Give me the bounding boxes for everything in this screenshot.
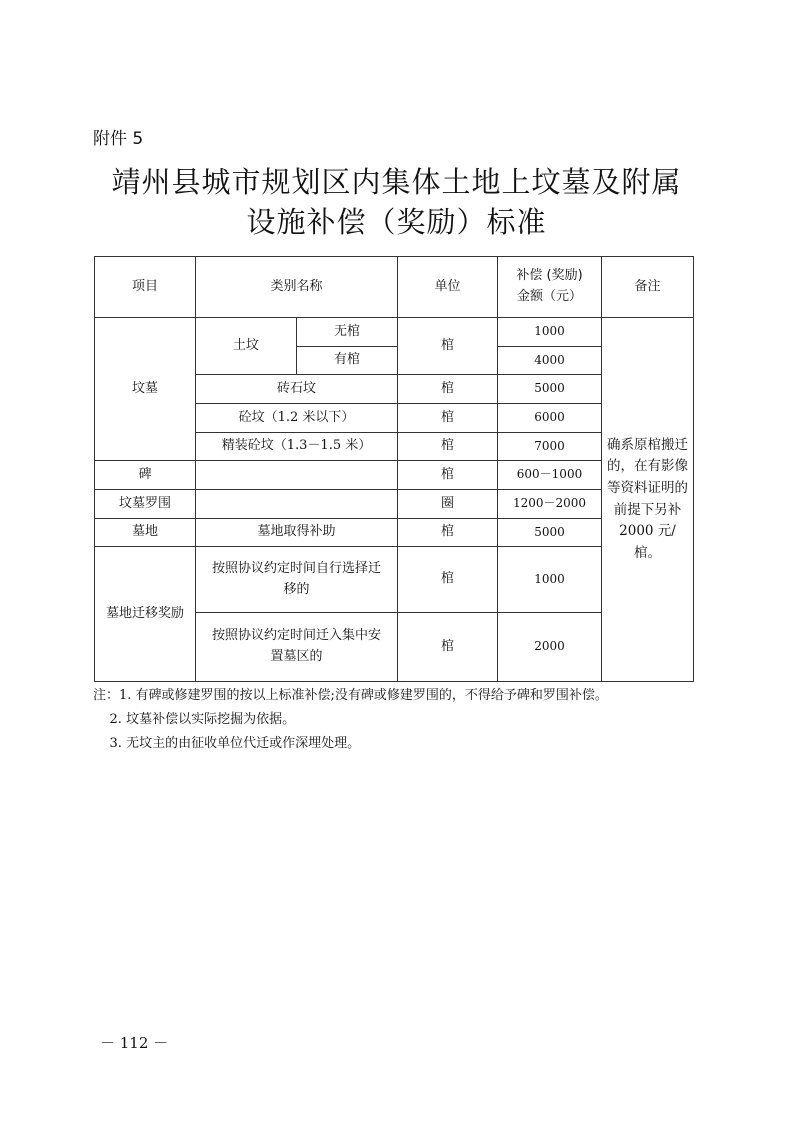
with-coffin-cell: 有棺 (297, 347, 398, 375)
relocation-option2-line2: 置墓区的 (270, 649, 323, 664)
attachment-label: 附件 5 (93, 129, 144, 149)
relocation-item-cell: 墓地迁移奖励 (95, 547, 196, 682)
concrete-unit-cell: 棺 (398, 404, 498, 433)
stele-item-cell: 碑 (95, 461, 196, 490)
stele-category-cell (196, 461, 398, 490)
relocation-option2-cell (196, 613, 398, 682)
header-category: 类别名称 (196, 257, 398, 318)
tomb-item-cell: 坟墓 (95, 318, 196, 461)
remark-cell: 确系原棺搬迁的，在有影像等资料证明的前提下另补 2000 元/棺。 (602, 318, 694, 682)
enclosure-item-cell: 坟墓罗围 (95, 490, 196, 519)
earth-tomb-unit-cell: 棺 (398, 318, 498, 375)
brick-tomb-cell: 砖石坟 (196, 375, 398, 404)
table-row (95, 318, 694, 347)
fine-concrete-unit-cell: 棺 (398, 433, 498, 461)
cemetery-category-cell: 墓地取得补助 (196, 519, 398, 547)
brick-unit-cell: 棺 (398, 375, 498, 404)
relocation-option1-amount-cell: 1000 (498, 547, 602, 613)
stele-amount-cell: 600－1000 (498, 461, 602, 490)
header-amount-line1: 补偿 (奖励) (516, 268, 583, 284)
relocation-option2-unit-cell: 棺 (398, 613, 498, 682)
enclosure-category-cell (196, 490, 398, 519)
page-number: － 112 － (100, 1034, 169, 1052)
header-amount (498, 257, 602, 318)
relocation-option2-amount-cell: 2000 (498, 613, 602, 682)
brick-amount-cell: 5000 (498, 375, 602, 404)
cemetery-item-cell: 墓地 (95, 519, 196, 547)
relocation-option1-unit-cell: 棺 (398, 547, 498, 613)
note-line-3: 3. 无坟主的由征收单位代迁或作深埋处理。 (93, 736, 361, 751)
concrete-tomb-cell: 砼坟（1.2 米以下） (196, 404, 398, 433)
note-line-2: 2. 坟墓补偿以实际挖掘为依据。 (93, 712, 296, 727)
relocation-option1-line1: 按照协议约定时间自行选择迁 (211, 560, 381, 576)
relocation-option1-cell (196, 547, 398, 613)
header-item: 项目 (95, 257, 196, 318)
relocation-option2-line1: 按照协议约定时间迁入集中安 (211, 628, 381, 644)
earth-tomb-cell: 土坟 (196, 318, 297, 375)
enclosure-amount-cell: 1200－2000 (498, 490, 602, 519)
fine-concrete-amount-cell: 7000 (498, 433, 602, 461)
no-coffin-cell: 无棺 (297, 318, 398, 347)
table-notes (93, 684, 608, 756)
document-title-line2: 设施补偿（奖励）标准 (246, 205, 547, 239)
compensation-table (94, 256, 694, 682)
table-header-row (95, 257, 694, 318)
enclosure-unit-cell: 圈 (398, 490, 498, 519)
relocation-option1-line2: 移的 (283, 581, 310, 597)
cemetery-unit-cell: 棺 (398, 519, 498, 547)
header-amount-line2: 金额（元） (516, 289, 582, 304)
concrete-amount-cell: 6000 (498, 404, 602, 433)
fine-concrete-tomb-cell: 精装砼坟（1.3－1.5 米） (196, 433, 398, 461)
header-remark: 备注 (602, 257, 694, 318)
with-coffin-amount-cell: 4000 (498, 347, 602, 375)
no-coffin-amount-cell: 1000 (498, 318, 602, 347)
cemetery-amount-cell: 5000 (498, 519, 602, 547)
header-unit: 单位 (398, 257, 498, 318)
stele-unit-cell: 棺 (398, 461, 498, 490)
note-line-1: 注：1. 有碑或修建罗围的按以上标准补偿;没有碑或修建罗围的，不得给予碑和罗围补偿。 (93, 688, 608, 703)
document-title-line1: 靖州县城市规划区内集体土地上坟墓及附属 (111, 165, 682, 199)
